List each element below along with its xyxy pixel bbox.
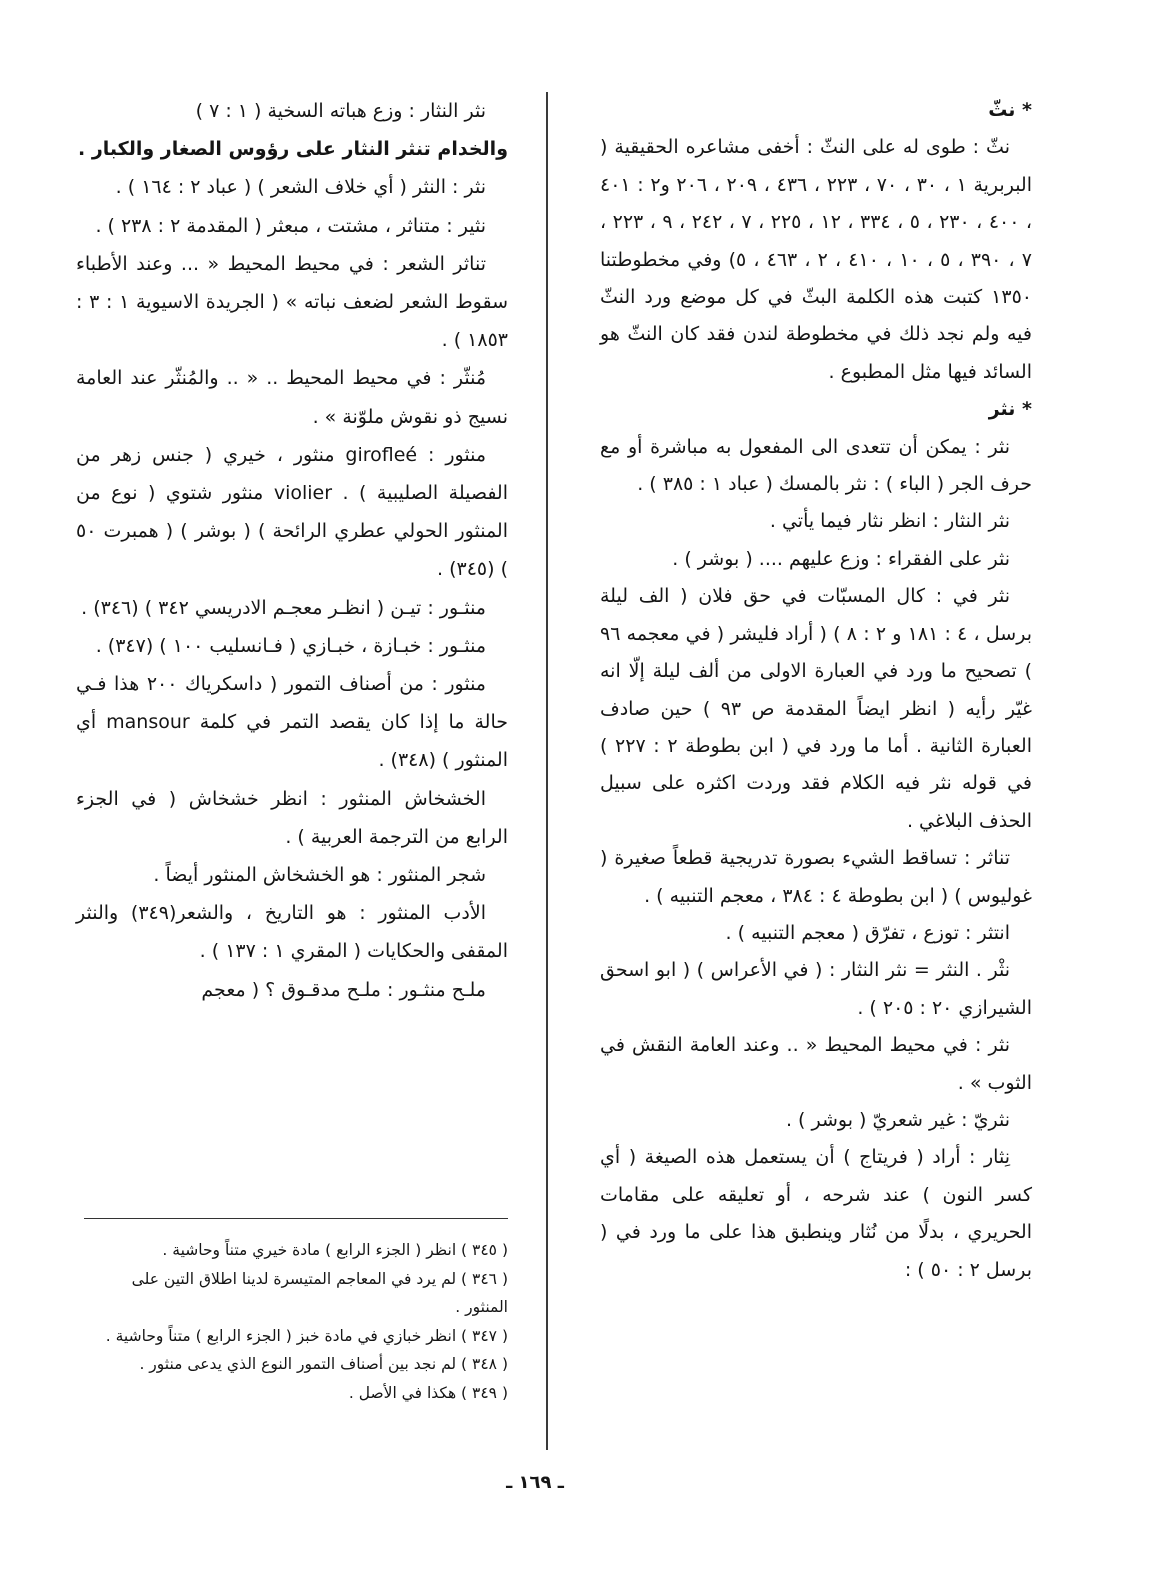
- entry-heading: * نثّ: [988, 99, 1032, 121]
- footnote: ( ٣٤٦ ) لم يرد في المعاجم المتيسرة لدينا اطلاق التين على المنثور .: [131, 1269, 508, 1317]
- entry-text: الخشخاش المنثور : انظر خشخاش ( في الجزء الرابع من الترجمة العربية ) .: [76, 787, 508, 848]
- entry-text: نثر : في محيط المحيط « .. وعند العامة النقش في الثوب » .: [600, 1034, 1032, 1094]
- entry-text: نثير : متناثر ، مشتت ، مبعثر ( المقدمة ٢ : ٢٣٨ ) .: [95, 214, 486, 237]
- entry-text: ملـح منثـور : ملـح مدقـوق ؟ ( معجم: [201, 978, 486, 1001]
- right-column: [600, 92, 1032, 1289]
- footnote-rule: [84, 1218, 508, 1219]
- entry-text: تناثر الشعر : في محيط المحيط « ... وعند الأطباء سقوط الشعر لضعف نباته » ( الجريدة الاسيوية ١ : ٣ : ١٨٥٣ ) .: [76, 252, 508, 352]
- footnote: ( ٣٤٥ ) انظر ( الجزء الرابع ) مادة خيري متناً وحاشية .: [162, 1241, 508, 1259]
- entry-text: شجر المنثور : هو الخشخاش المنثور أيضاً .: [153, 864, 486, 887]
- entry-text: منثـور : خبـازة ، خبـازي ( فـانسليب ١٠٠ ) (٣٤٧) .: [95, 634, 486, 657]
- column-divider: [546, 92, 548, 1450]
- entry-heading: * نثر: [988, 398, 1032, 421]
- entry-text: نثْر . النثر = نثر النثار : ( في الأعراس ) ( ابو اسحق الشيرازي ٢٠ : ٢٠٥ ) .: [600, 959, 1032, 1019]
- entry-text: نثر في : كال المسبّات في حق فلان ( الف ليلة برسل ، ٤ : ١٨١ و ٢ : ٨ ) ( أراد فليشر ( في معجمه ٩٦ ) تصحيح ما ورد في العبارة الاولى من ألف ليلة إلّا انه غيّر رأيه ( انظر ايضاً المقدمة ص ٩٣ ) حين صادف العبارة الثانية . أما ما ورد في ( ابن بطوطة ٢ : ٢٢٧ ) في قوله نثر فيه الكلام فقد وردت اكثره على سبيل الحذف البلاغي .: [600, 585, 1032, 832]
- entry-text: والخدام تنثر النثار على رؤوس الصغار والكبار .: [77, 138, 508, 161]
- entry-text: تناثر : تساقط الشيء بصورة تدريجية قطعاً صغيرة ( غوليوس ) ( ابن بطوطة ٤ : ٣٨٤ ، معجم التنبيه ) .: [600, 847, 1032, 907]
- entry-text: نثّ : طوى له على النثّ : أخفى مشاعره الحقيقية ( البربرية ١ ، ٣٠ ، ٧٠ ، ٢٢٣ ، ٤٣٦ ، ٢٠٩ ، ٢٠٦ و٢ : ٤٠١ ، ٤٠٠ ، ٢٣٠ ، ٥ ، ٣٣٤ ، ١٢ ، ٢٢٥ ، ٧ ، ٢٤٢ ، ٩ ، ٢٢٣ ، ٧ ، ٣٩٠ ، ٥ ، ١٠ ، ٤١٠ ، ٢ ، ٤٦٣ ، ٥) وفي مخطوطتنا ١٣٥٠ كتبت هذه الكلمة البثّ في كل موضع ورد النثّ فيه ولم نجد ذلك في مخطوطة لندن فقد كان النثّ هو السائد فيها مثل المطبوع .: [600, 136, 1033, 383]
- entry-text: نثر : النثر ( أي خلاف الشعر ) ( عباد ٢ : ١٦٤ ) .: [115, 176, 486, 199]
- footnote: ( ٣٤٧ ) انظر خبازي في مادة خبز ( الجزء الرابع ) متناً وحاشية .: [105, 1326, 508, 1345]
- page-number: ـ ١٦٩ ـ: [506, 1472, 564, 1493]
- entry-text: نثر النثار : انظر نثار فيما يأتي .: [769, 510, 1010, 533]
- footnote: ( ٣٤٩ ) هكذا في الأصل .: [348, 1383, 508, 1402]
- entry-text: منثور : girofleé منثور ، خيري ( جنس زهر من الفصيلة الصليبية ) . violier منثور شتوي ( نوع من المنثور الحولي عطري الرائحة ) ( بوشر ) ( همبرت ٥٠ ) (٣٤٥) .: [76, 443, 508, 581]
- entry-text: منثـور : تيـن ( انظـر معجـم الادريسي ٣٤٢ ) (٣٤٦) .: [81, 596, 486, 619]
- entry-text: منثور : من أصناف التمور ( داسكرياك ٢٠٠ هذا فـي حالة ما إذا كان يقصد التمر في كلمة mansour أي المنثور ) (٣٤٨) .: [76, 673, 508, 772]
- footnote: ( ٣٤٨ ) لم نجد بين أصناف التمور النوع الذي يدعى منثور .: [139, 1355, 508, 1374]
- entry-text: نثر النثار : وزع هباته السخية ( ١ : ٧ ): [195, 100, 486, 122]
- entry-text: نثر : يمكن أن تتعدى الى المفعول به مباشرة أو مع حرف الجر ( الباء ) : نثر بالمسك ( عباد ١ : ٣٨٥ ) .: [600, 435, 1032, 496]
- entry-text: مُنثّر : في محيط المحيط .. « .. والمُنثّر عند العامة نسيج ذو نقوش ملوّنة » .: [76, 367, 508, 428]
- entry-text: نثريّ : غير شعريّ ( بوشر ) .: [785, 1108, 1010, 1131]
- footnotes: [84, 1236, 508, 1408]
- entry-text: نثر على الفقراء : وزع عليهم .... ( بوشر ) .: [672, 547, 1010, 570]
- entry-text: انتثر : توزع ، تفرّق ( معجم التنبيه ) .: [725, 921, 1010, 944]
- entry-text: الأدب المنثور : هو التاريخ ، والشعر(٣٤٩) والنثر المقفى والحكايات ( المقري ١ : ١٣٧ ) .: [76, 902, 508, 963]
- entry-text: نِثار : أراد ( فريتاج ) أن يستعمل هذه الصيغة ( أي كسر النون ) عند شرحه ، أو تعليقه على مقامات الحريري ، بدلًا من نُثار وينطبق هذا على ما ورد في ( برسل ٢ : ٥٠ ) :: [600, 1146, 1032, 1281]
- left-column: [76, 92, 508, 1009]
